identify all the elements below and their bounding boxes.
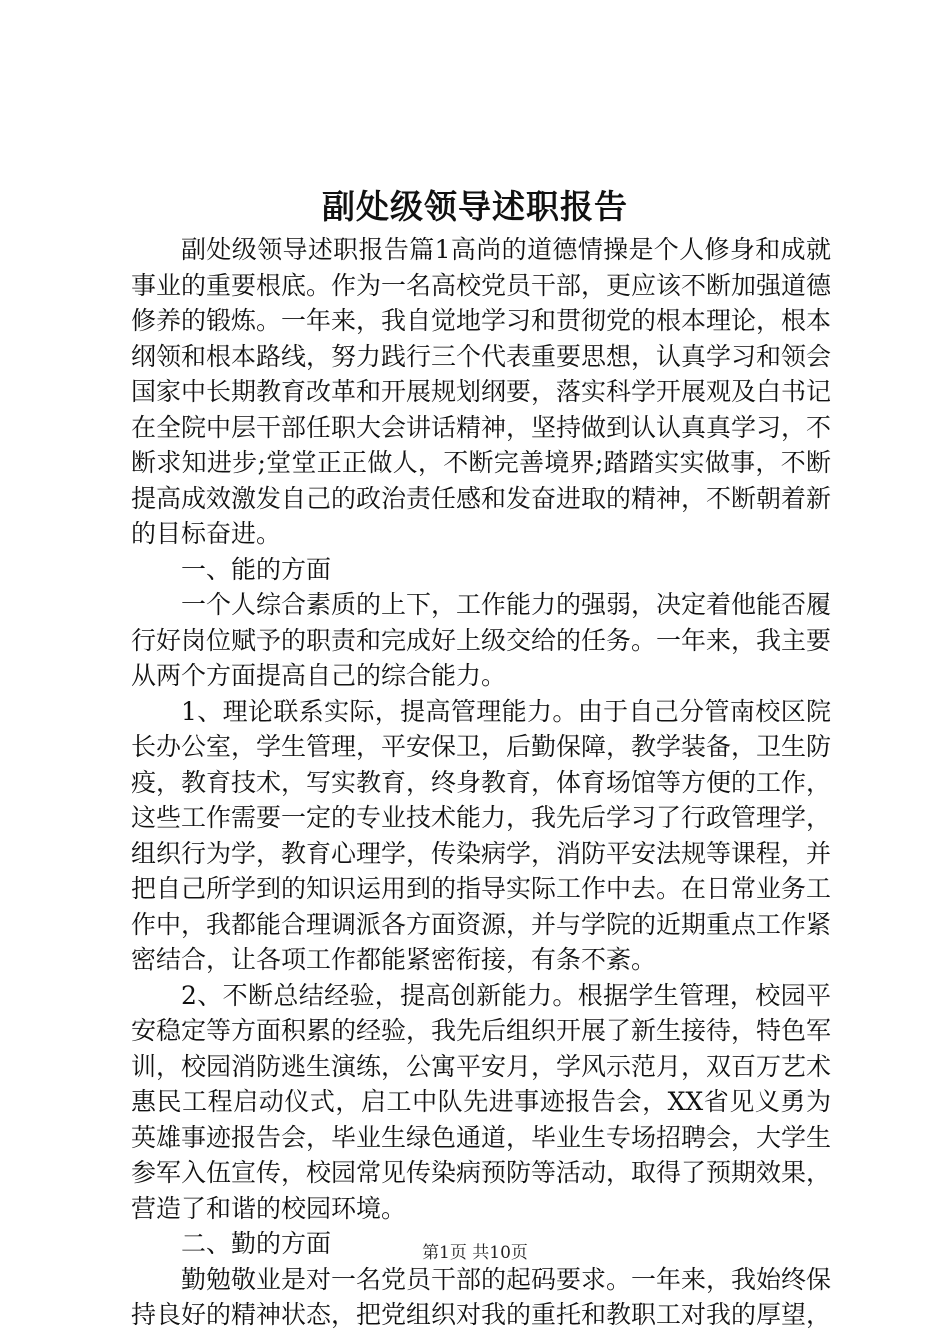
paragraph-management-ability: 1、理论联系实际，提高管理能力。由于自己分管南校区院长办公室，学生管理，平安保卫，后勤保障，教学装备，卫生防疫，教育技术，写实教育，终身教育，体育场馆等方便的工作，这些工作需要一定的专业技术能力，我先后学习了行政管理学，组织行为学，教育心理学，传染病学，消防平安法规等课程，并把自己所学到的知识运用到的指导实际工作中去。在日常业务工作中，我都能合理调派各方面资源，并与学院的近期重点工作紧密结合，让各项工作都能紧密衔接，有条不紊。 bbox=[131, 696, 832, 974]
paragraph-diligence: 勤勉敬业是对一名党员干部的起码要求。一年来，我始终保持良好的精神状态，把党组织对我的重托和教职工对我的厚望， bbox=[131, 1264, 832, 1329]
paragraph-ability-intro: 一个人综合素质的上下，工作能力的强弱，决定着他能否履行好岗位赋予的职责和完成好上级交给的任务。一年来，我主要从两个方面提高自己的综合能力。 bbox=[131, 590, 832, 690]
section-heading-ability: 一、能的方面 bbox=[181, 554, 332, 584]
page-number-footer: 第1页 共10页 bbox=[422, 1243, 528, 1263]
document-body bbox=[131, 232, 831, 1333]
paragraph-innovation-ability: 2、不断总结经验，提高创新能力。根据学生管理，校园平安稳定等方面积累的经验，我先后组织开展了新生接待，特色军训，校园消防逃生演练，公寓平安月，学风示范月，双百万艺术惠民工程启动仪式，启工中队先进事迹报告会，XX省见义勇为英雄事迹报告会，毕业生绿色通道，毕业生专场招聘会，大学生参军入伍宣传，校园常见传染病预防等活动，取得了预期效果，营造了和谐的校园环境。 bbox=[131, 980, 832, 1223]
paragraph-intro: 副处级领导述职报告篇1高尚的道德情操是个人修身和成就事业的重要根底。作为一名高校党员干部，更应该不断加强道德修养的锻炼。一年来，我自觉地学习和贯彻党的根本理论，根本纲领和根本路线，努力践行三个代表重要思想，认真学习和领会国家中长期教育改革和开展规划纲要，落实科学开展观及白书记在全院中层干部任职大会讲话精神，坚持做到认认真真学习，不断求知进步;堂堂正正做人，不断完善境界;踏踏实实做事，不断提高成效激发自己的政治责任感和发奋进取的精神，不断朝着新的目标奋进。 bbox=[131, 235, 832, 548]
section-heading-diligence: 二、勤的方面 bbox=[181, 1229, 332, 1258]
document-title: 副处级领导述职报告 bbox=[322, 187, 628, 226]
